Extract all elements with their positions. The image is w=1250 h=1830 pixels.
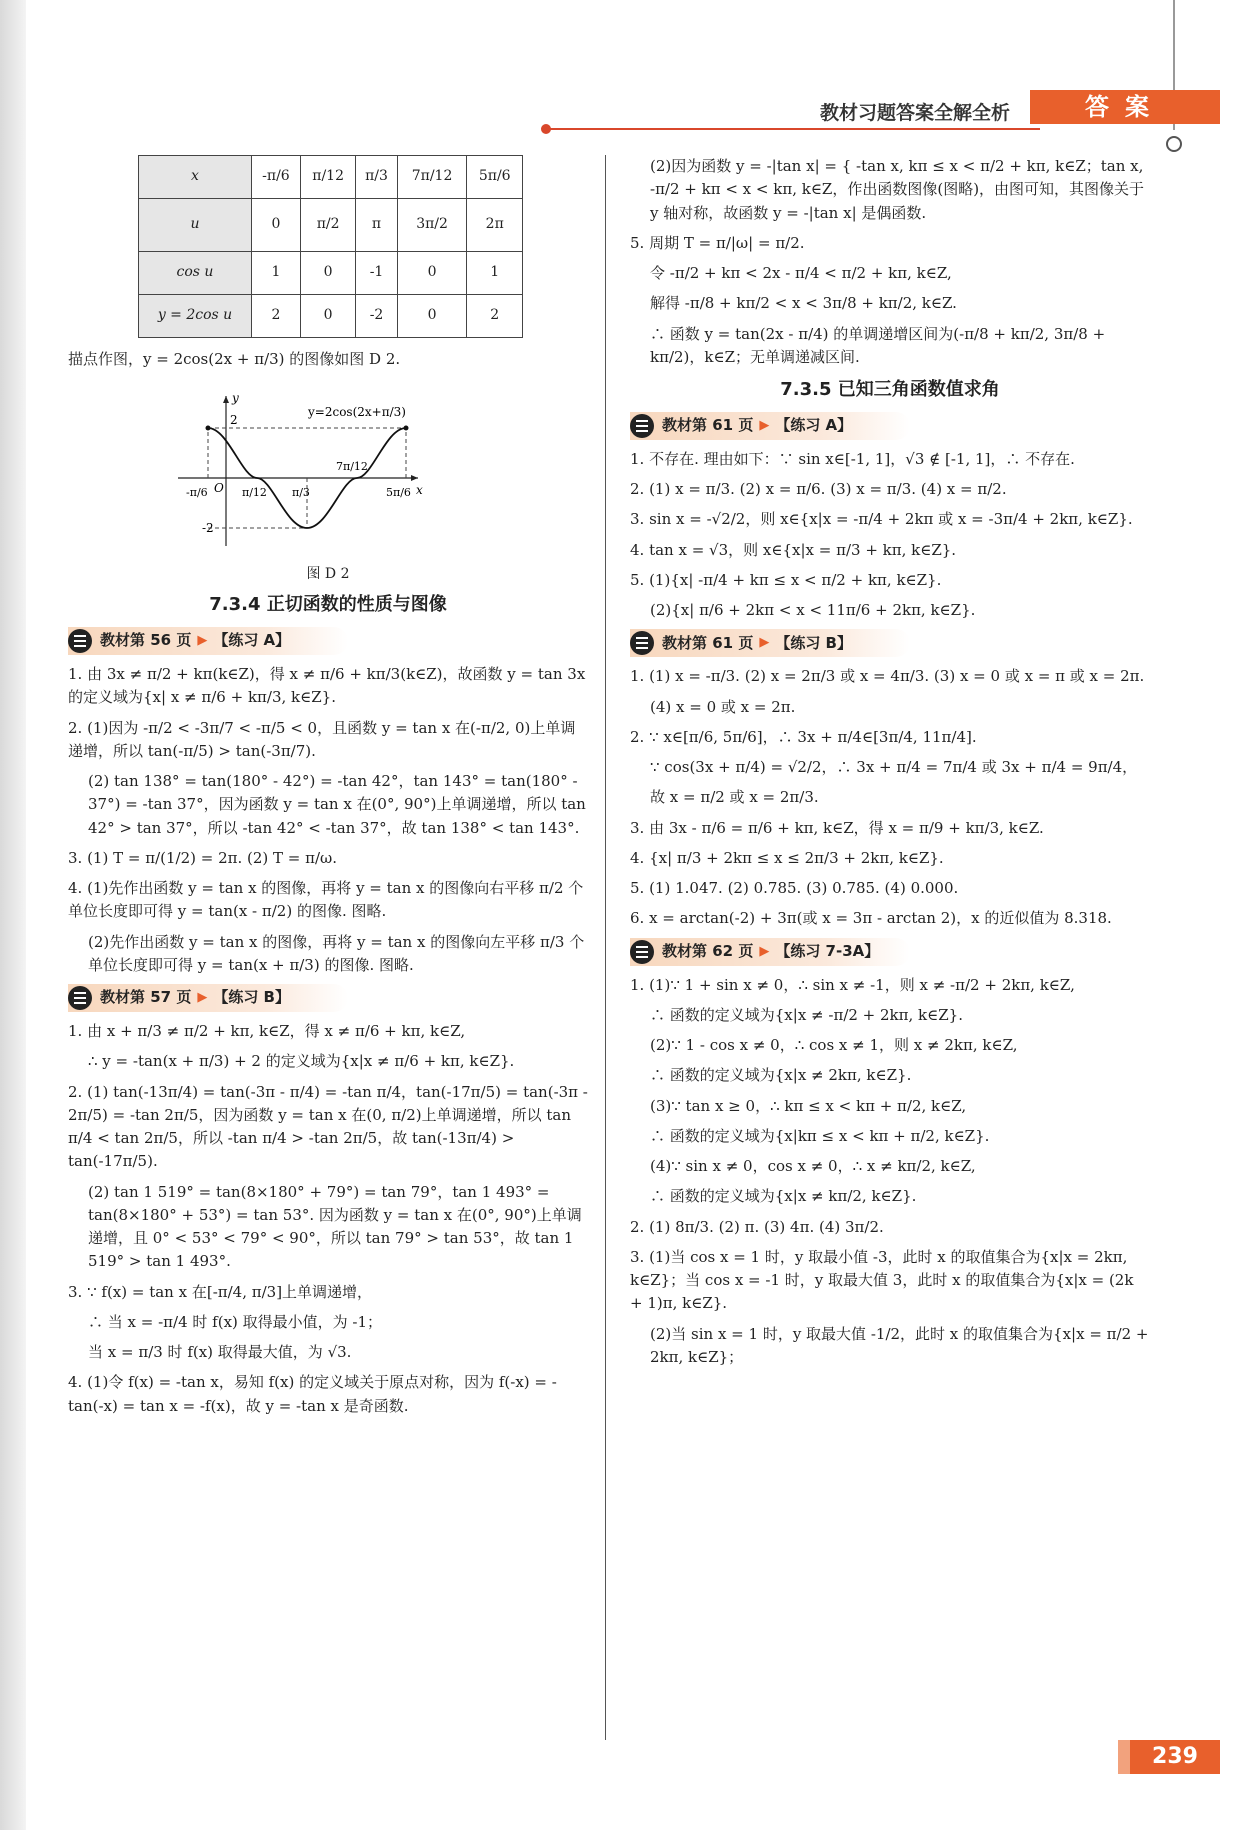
header-title: 教材习题答案全解全析 [820,102,1011,124]
answer-line: 5. (1){x| -π/4 + kπ ≤ x < π/2 + kπ, k∈Z}. [630,570,942,589]
answer-line: 解得 -π/8 + kπ/2 < x < 3π/8 + kπ/2, k∈Z. [650,294,957,313]
play-icon: ▶ [197,633,208,648]
answer-line: 1. 由 x + π/3 ≠ π/2 + kπ, k∈Z，得 x ≠ π/6 + kπ, k∈Z, [68,1022,466,1041]
table-cell: -π/6 [252,156,301,199]
answer-line: ∴ 函数 y = tan(2x - π/4) 的单调递增区间为(-π/8 + kπ/2, 3π/8 + kπ/2)，k∈Z；无单调递减区间. [650,324,1106,366]
answer-line: (2){x| π/6 + 2kπ < x < 11π/6 + 2kπ, k∈Z}. [650,601,976,620]
column-divider [605,155,606,1740]
answer-line: 2. ∵ x∈[π/6, 5π/6]，∴ 3x + π/4∈[3π/4, 11π/4]. [630,727,977,746]
play-icon: ▶ [759,635,770,651]
answer-line: (2)先作出函数 y = tan x 的图像，再将 y = tan x 的图像向左平移 π/3 个单位长度即可得 y = tan(x + π/3) 的图像. 图略. [88,932,585,974]
answer-line: ∴ y = -tan(x + π/3) + 2 的定义域为{x|x ≠ π/6 + kπ, k∈Z}. [88,1052,515,1071]
table-cell: 0 [300,252,356,295]
answer-line: (2) tan 138° = tan(180° - 42°) = -tan 42°，tan 143° = tan(180° - 37°) = -tan 37°，因为函数 y = tan x 在(0°, 90°)上单调递增，所以 tan 42° > tan 37°，所以 -tan 42° < -tan 37°，故 tan 138° < tan 143°. [88,772,586,837]
x-tick-label: π/12 [242,486,267,500]
answer-line: 3. ∵ f(x) = tan x 在[-π/4, π/3]上单调递增， [68,1282,373,1301]
x-tick-label: 5π/6 [386,486,411,500]
table-cell: 2π [467,199,523,252]
answer-line: ∵ cos(3x + π/4) = √2/2，∴ 3x + π/4 = 7π/4 或 3x + π/4 = 9π/4， [650,758,1138,777]
exercise-bar [68,984,348,1012]
table-cell: 0 [397,252,467,295]
table-cell: 5π/6 [467,156,523,199]
y-axis-arrow [223,396,229,403]
curve-point [206,426,211,431]
table-cell: π/2 [300,199,356,252]
exercise-bar [630,938,910,966]
x-axis-arrow [411,475,418,481]
answer-line: 4. (1)令 f(x) = -tan x，易知 f(x) 的定义域关于原点对称，因为 f(-x) = -tan(-x) = tan x = -f(x)，故 y = -tan x 是奇函数. [68,1373,557,1415]
origin-label: O [214,481,224,496]
table-head: cos u [139,252,252,295]
bar-exercise-label: 【练习 B】 [775,633,852,652]
section-title: 7.3.5 已知三角函数值求角 [780,379,1000,400]
bar-exercise-label: 【练习 7-3A】 [775,942,880,961]
table-cell: 2 [252,295,301,338]
book-icon [68,629,92,653]
answer-line: 1. (1) x = -π/3. (2) x = 2π/3 或 x = 4π/3. (3) x = 0 或 x = π 或 x = 2π. [630,667,1145,686]
table-cell: π [356,199,397,252]
answer-line: (2) tan 1 519° = tan(8×180° + 79°) = tan 79°，tan 1 493° = tan(8×180° + 53°) = tan 53°. 因为函数 y = tan x 在(0°, 90°)上单调递增，且 0° < 53° < 79° < 90°，所以 tan 79° > tan 53°，故 tan 1 519° > tan 1 493°. [88,1182,582,1271]
y-top-label: 2 [230,413,238,428]
table-cell: 0 [300,295,356,338]
answer-line: 3. (1) T = π/(1/2) = 2π. (2) T = π/ω. [68,848,338,867]
table-cell: -1 [356,252,397,295]
answer-line: 2. (1) x = π/3. (2) x = π/6. (3) x = π/3. (4) x = π/2. [630,480,1007,499]
exercise-bar [68,627,348,655]
header-tab: 答案 [1030,90,1220,124]
bar-exercise-label: 【练习 A】 [213,631,291,650]
table-cell: 1 [252,252,301,295]
answer-line: 3. 由 3x - π/6 = π/6 + kπ, k∈Z，得 x = π/9 + kπ/3, k∈Z. [630,818,1044,837]
book-icon [630,940,654,964]
book-spine [0,0,26,1830]
answer-line: ∴ 当 x = -π/4 时 f(x) 取得最小值，为 -1； [88,1312,383,1331]
bar-book-label: 教材第 57 页 [100,988,192,1007]
answer-line: 1. 不存在. 理由如下：∵ sin x∈[-1, 1]，√3 ∉ [-1, 1]，∴ 不存在. [630,449,1075,468]
page-number: 239 [1130,1740,1220,1774]
answer-line: 5. 周期 T = π/|ω| = π/2. [630,233,805,252]
page-number-edge [1118,1740,1130,1774]
answer-line: (4)∵ sin x ≠ 0，cos x ≠ 0，∴ x ≠ kπ/2, k∈Z, [650,1157,976,1176]
header-ring [1166,136,1182,152]
x-tick-label: π/3 [292,486,310,500]
answer-line: 2. (1) tan(-13π/4) = tan(-3π - π/4) = -tan π/4，tan(-17π/5) = tan(-3π - 2π/5) = -tan 2π/5，因为函数 y = tan x 在(0, π/2)上单调递增，所以 tan π/4 < tan 2π/5，所以 -tan π/4 > -tan 2π/5，故 tan(-13π/4) > tan(-17π/5). [68,1082,588,1171]
answer-line: ∴ 函数的定义域为{x|x ≠ -π/2 + 2kπ, k∈Z}. [650,1005,963,1024]
answer-line: ∴ 函数的定义域为{x|x ≠ 2kπ, k∈Z}. [650,1066,912,1085]
answer-line: 4. (1)先作出函数 y = tan x 的图像，再将 y = tan x 的图像向右平移 π/2 个单位长度即可得 y = tan(x - π/2) 的图像. 图略. [68,879,584,921]
cosine-graph [168,386,428,556]
table-row [139,295,523,338]
bar-exercise-label: 【练习 B】 [213,988,290,1007]
answer-line: 2. (1) 8π/3. (2) π. (3) 4π. (4) 3π/2. [630,1217,884,1236]
book-icon [68,986,92,1010]
bar-book-label: 教材第 61 页 [662,633,754,652]
answer-line: 令 -π/2 + kπ < 2x - π/4 < π/2 + kπ, k∈Z, [650,264,952,282]
plot-text: 描点作图，y = 2cos(2x + π/3) 的图像如图 D 2. [68,350,401,368]
answer-line: (2)∵ 1 - cos x ≠ 0，∴ cos x ≠ 1，则 x ≠ 2kπ, k∈Z, [650,1036,1018,1055]
answer-line: 故 x = π/2 或 x = 2π/3. [650,788,819,807]
answer-line: (3)∵ tan x ≥ 0，∴ kπ ≤ x < kπ + π/2, k∈Z, [650,1096,967,1115]
answer-line: 1. (1)∵ 1 + sin x ≠ 0，∴ sin x ≠ -1，则 x ≠ -π/2 + 2kπ, k∈Z, [630,975,1075,994]
answer-line: ∴ 函数的定义域为{x|x ≠ kπ/2, k∈Z}. [650,1187,917,1206]
table-head: y = 2cos u [139,295,252,338]
left-column [68,155,588,1425]
right-column [630,155,1150,1376]
bar-book-label: 教材第 62 页 [662,942,754,961]
bar-exercise-label: 【练习 A】 [775,416,853,435]
book-icon [630,631,654,655]
table-head: x [139,156,252,199]
table-cell: 1 [467,252,523,295]
answer-line: 1. 由 3x ≠ π/2 + kπ(k∈Z)，得 x ≠ π/6 + kπ/3(k∈Z)，故函数 y = tan 3x 的定义域为{x| x ≠ π/6 + kπ/3, k∈Z}. [68,665,586,707]
table-cell: 2 [467,295,523,338]
table-cell: 0 [397,295,467,338]
play-icon: ▶ [197,990,208,1005]
x-axis-label: x [416,483,423,498]
x-tick-label: 7π/12 [336,460,368,474]
answer-line: 3. (1)当 cos x = 1 时，y 取最小值 -3，此时 x 的取值集合为{x|x = 2kπ, k∈Z}；当 cos x = -1 时，y 取最大值 3，此时 x 的取值集合为{x|x = (2k + 1)π, k∈Z}. [630,1247,1134,1313]
play-icon: ▶ [759,943,770,959]
answer-line: 5. (1) 1.047. (2) 0.785. (3) 0.785. (4) 0.000. [630,879,959,898]
answer-line: 2. (1)因为 -π/2 < -3π/7 < -π/5 < 0，且函数 y = tan x 在(-π/2, 0)上单调递增，所以 tan(-π/5) > tan(-3π/7). [68,718,576,760]
answer-line: 3. sin x = -√2/2，则 x∈{x|x = -π/4 + 2kπ 或 x = -3π/4 + 2kπ, k∈Z}. [630,510,1133,529]
curve-label: y=2cos(2x+π/3) [308,405,406,420]
table-cell: 0 [252,199,301,252]
answer-line: 4. tan x = √3，则 x∈{x|x = π/3 + kπ, k∈Z}. [630,540,957,559]
curve-point [404,426,409,431]
answer-line: 6. x = arctan(-2) + 3π(或 x = 3π - arctan 2)，x 的近似值为 8.318. [630,909,1112,928]
exercise-bar [630,412,910,440]
y-axis-label: y [232,391,239,406]
table-head: u [139,199,252,252]
play-icon: ▶ [759,417,770,433]
y-bottom-label: -2 [202,521,214,536]
answer-line: (2)因为函数 y = -|tan x| = { -tan x, kπ ≤ x < π/2 + kπ, k∈Z；tan x, -π/2 + kπ < x < kπ, k∈Z，作出函数图像(图略)，由图可知，其图像关于 y 轴对称，故函数 y = -|tan x| 是偶函数. [650,157,1145,222]
answer-line: (2)当 sin x = 1 时，y 取最大值 -1/2，此时 x 的取值集合为{x|x = π/2 + 2kπ, k∈Z}； [650,1324,1149,1366]
table-row [139,156,523,199]
exercise-bar [630,629,910,657]
answer-line: ∴ 函数的定义域为{x|kπ ≤ x < kπ + π/2, k∈Z}. [650,1126,990,1145]
book-icon [630,414,654,438]
table-row [139,199,523,252]
table-cell: 3π/2 [397,199,467,252]
answer-line: 当 x = π/3 时 f(x) 取得最大值，为 √3. [88,1343,352,1362]
value-table [138,155,523,338]
table-row [139,252,523,295]
bar-book-label: 教材第 56 页 [100,631,192,650]
x-tick-label: -π/6 [186,486,208,500]
answer-line: 4. {x| π/3 + 2kπ ≤ x ≤ 2π/3 + 2kπ, k∈Z}. [630,848,944,867]
table-cell: π/3 [356,156,397,199]
table-cell: π/12 [300,156,356,199]
bar-book-label: 教材第 61 页 [662,416,754,435]
table-cell: -2 [356,295,397,338]
figure-caption: 图 D 2 [306,565,350,582]
section-title: 7.3.4 正切函数的性质与图像 [209,594,447,616]
answer-line: (4) x = 0 或 x = 2π. [650,697,796,716]
table-cell: 7π/12 [397,156,467,199]
header-rule [548,128,1040,130]
